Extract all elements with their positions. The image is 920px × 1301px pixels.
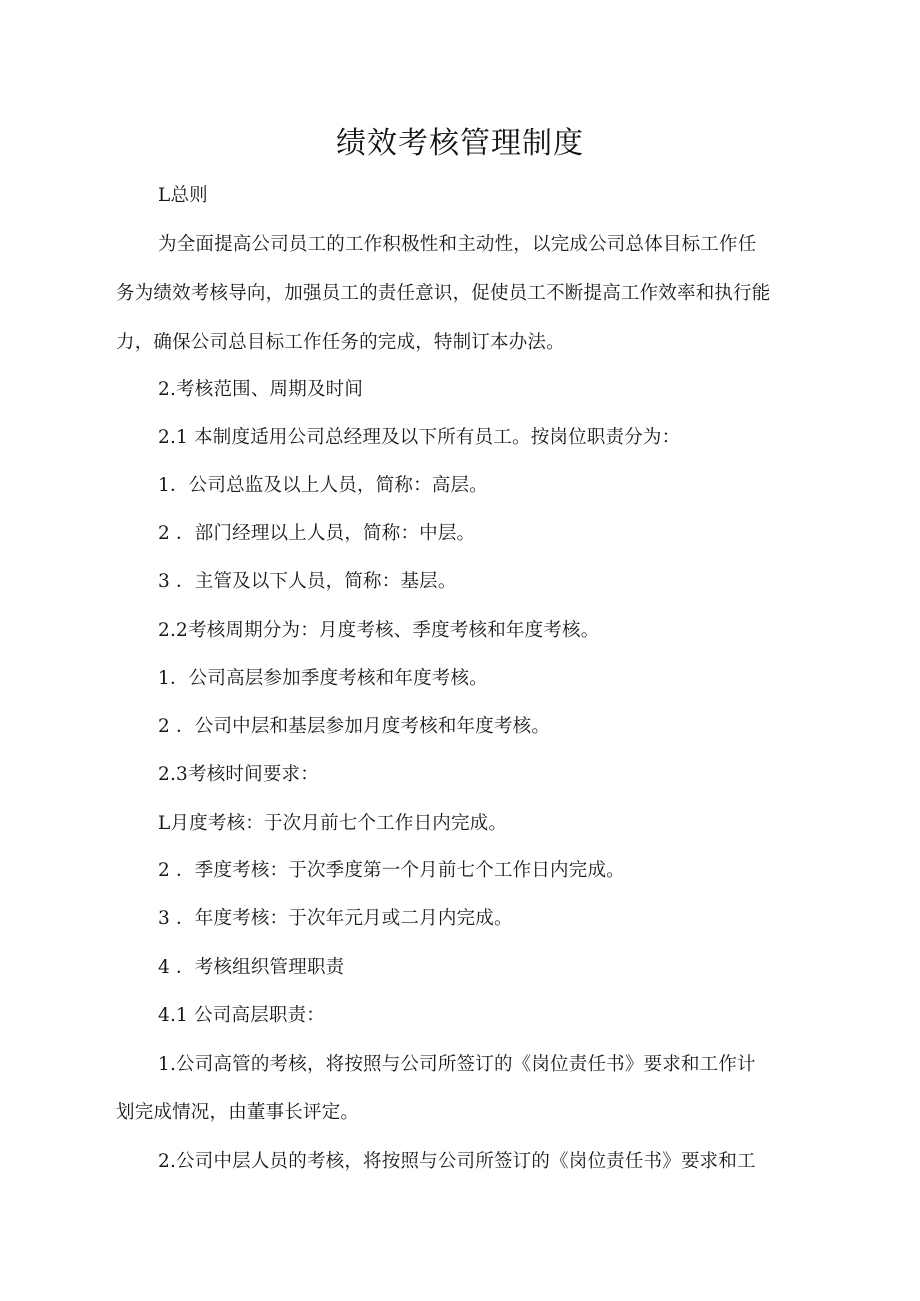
section-heading-responsibilities: 4 ．考核组织管理职责	[158, 957, 345, 978]
paragraph-line: 务为绩效考核导向，加强员工的责任意识，促使员工不断提高工作效率和执行能	[116, 283, 771, 304]
paragraph-line: 为全面提高公司员工的工作积极性和主动性，以完成公司总体目标工作任	[158, 234, 757, 255]
paragraph-line: 2.公司中层人员的考核，将按照与公司所签订的《岗位责任书》要求和工	[158, 1151, 756, 1172]
list-item: 3 ．主管及以下人员，简称：基层。	[158, 571, 457, 592]
list-item: 2 ．部门经理以上人员，简称：中层。	[158, 523, 476, 544]
clause-line: 2.1 本制度适用公司总经理及以下所有员工。按岗位职责分为：	[158, 427, 681, 448]
list-item: 3 ．年度考核：于次年元月或二月内完成。	[158, 908, 513, 929]
document-title: 绩效考核管理制度	[336, 126, 584, 161]
section-heading-general: L总则	[158, 185, 208, 206]
paragraph-line: 力，确保公司总目标工作任务的完成，特制订本办法。	[116, 332, 565, 353]
list-item: 1．公司高层参加季度考核和年度考核。	[158, 668, 488, 689]
clause-line: 4.1 公司高层职责：	[158, 1005, 326, 1026]
paragraph-line: 划完成情况，由董事长评定。	[116, 1102, 360, 1123]
clause-line: 2.3考核时间要求：	[158, 764, 319, 785]
list-item: 2 ．季度考核：于次季度第一个月前七个工作日内完成。	[158, 860, 625, 881]
list-item: 2 ．公司中层和基层参加月度考核和年度考核。	[158, 716, 551, 737]
list-item: L月度考核：于次月前七个工作日内完成。	[158, 813, 508, 834]
section-heading-scope: 2.考核范围、周期及时间	[158, 379, 364, 400]
list-item: 1．公司总监及以上人员，简称：高层。	[158, 475, 488, 496]
paragraph-line: 1.公司高管的考核，将按照与公司所签订的《岗位责任书》要求和工作计	[158, 1054, 756, 1075]
clause-line: 2.2考核周期分为：月度考核、季度考核和年度考核。	[158, 620, 600, 641]
